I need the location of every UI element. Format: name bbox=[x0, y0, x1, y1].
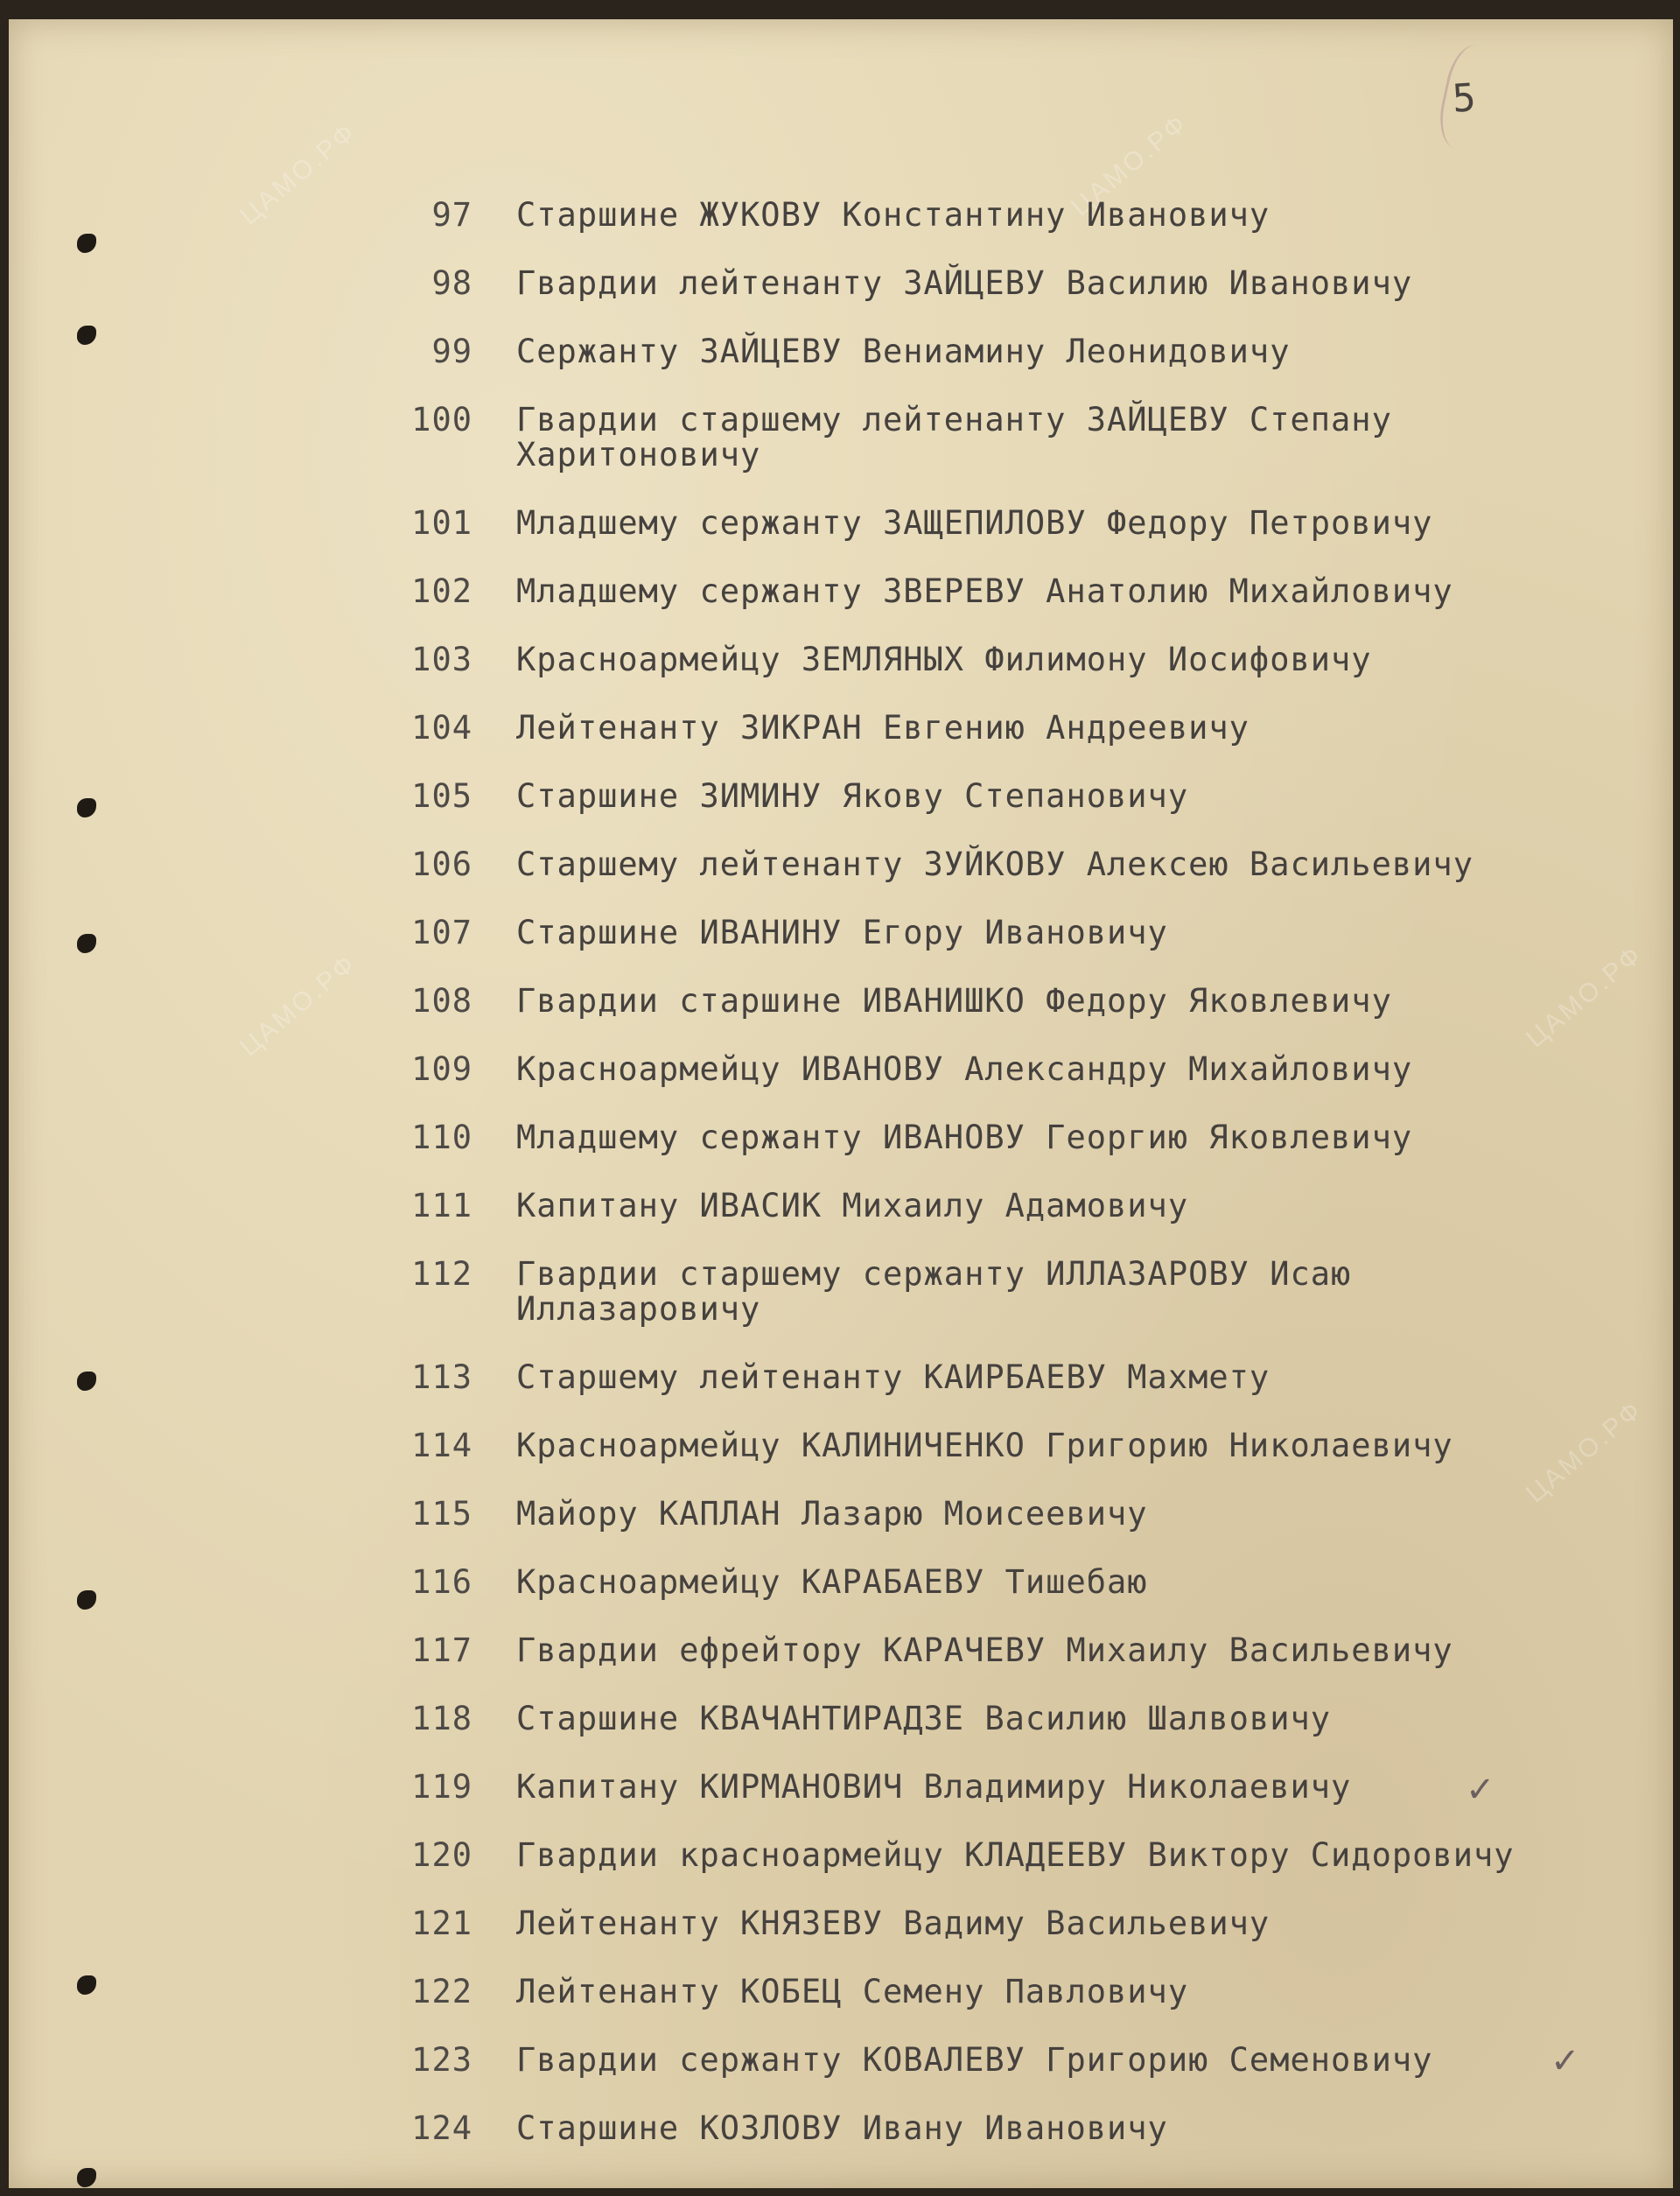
entry-number: 103 bbox=[411, 641, 472, 678]
entry-text: Старшине ЗИМИНУ Якову Степановичу bbox=[516, 777, 1189, 815]
entry-number: 121 bbox=[411, 1905, 472, 1942]
entry-number: 124 bbox=[411, 2109, 472, 2147]
entry-text: Гвардии лейтенанту ЗАЙЦЕВУ Василию Ивановичу bbox=[516, 264, 1413, 302]
check-mark-icon: ✓ bbox=[1550, 2041, 1580, 2081]
award-list bbox=[9, 19, 1673, 2188]
entry-number: 119 bbox=[411, 1768, 472, 1806]
page-number: 5 bbox=[1451, 75, 1478, 122]
entry-text: Старшине КОЗЛОВУ Ивану Ивановичу bbox=[516, 2109, 1168, 2147]
entry-number: 120 bbox=[411, 1836, 472, 1874]
entry-number: 113 bbox=[411, 1358, 472, 1396]
entry-text: Гвардии ефрейтору КАРАЧЕВУ Михаилу Васильевичу bbox=[516, 1631, 1453, 1669]
entry-text: Майору КАПЛАН Лазарю Моисеевичу bbox=[516, 1495, 1148, 1533]
entry-number: 101 bbox=[411, 504, 472, 542]
entry-text: Гвардии старшему сержанту ИЛЛАЗАРОВУ Исаю Иллазаровичу bbox=[516, 1255, 1352, 1328]
entry-number: 106 bbox=[411, 845, 472, 883]
watermark: ЦАМО.РФ bbox=[234, 948, 362, 1063]
entry-text: Лейтенанту КОБЕЦ Семену Павловичу bbox=[516, 1973, 1189, 2010]
entry-text: Гвардии старшему лейтенанту ЗАЙЦЕВУ Степану Харитоновичу bbox=[516, 401, 1392, 474]
check-mark-icon: ✓ bbox=[1466, 1770, 1495, 1810]
entry-text: Старшине ИВАНИНУ Егору Ивановичу bbox=[516, 914, 1168, 951]
entry-text: Лейтенанту КНЯЗЕВУ Вадиму Васильевичу bbox=[516, 1905, 1270, 1942]
entry-text: Красноармейцу ЗЕМЛЯНЫХ Филимону Иосифовичу bbox=[516, 641, 1372, 678]
watermark: ЦАМО.РФ bbox=[234, 116, 362, 231]
entry-number: 111 bbox=[411, 1187, 472, 1224]
entry-text: Красноармейцу КАЛИНИЧЕНКО Григорию Николаевичу bbox=[516, 1427, 1453, 1464]
entry-text: Гвардии старшине ИВАНИШКО Федору Яковлевичу bbox=[516, 982, 1392, 1020]
entry-number: 104 bbox=[411, 709, 472, 747]
entry-number: 112 bbox=[411, 1255, 472, 1293]
entry-text: Капитану ИВАСИК Михаилу Адамовичу bbox=[516, 1187, 1189, 1224]
entry-number: 98 bbox=[431, 264, 472, 302]
entry-number: 114 bbox=[411, 1427, 472, 1464]
entry-number: 115 bbox=[411, 1495, 472, 1533]
entry-text: Младшему сержанту ЗАЩЕПИЛОВУ Федору Петровичу bbox=[516, 504, 1433, 542]
entry-text: Сержанту ЗАЙЦЕВУ Вениамину Леонидовичу bbox=[516, 333, 1291, 370]
entry-number: 105 bbox=[411, 777, 472, 815]
entry-number: 99 bbox=[431, 333, 472, 370]
entry-text: Красноармейцу КАРАБАЕВУ Тишебаю bbox=[516, 1563, 1148, 1601]
entry-text: Младшему сержанту ИВАНОВУ Георгию Яковлевичу bbox=[516, 1119, 1413, 1156]
entry-number: 107 bbox=[411, 914, 472, 951]
entry-number: 109 bbox=[411, 1050, 472, 1088]
entry-text: Гвардии красноармейцу КЛАДЕЕВУ Виктору Сидоровичу bbox=[516, 1836, 1515, 1874]
entry-number: 100 bbox=[411, 401, 472, 438]
entry-number: 110 bbox=[411, 1119, 472, 1156]
entry-number: 102 bbox=[411, 572, 472, 610]
entry-text: Капитану КИРМАНОВИЧ Владимиру Николаевичу bbox=[516, 1768, 1352, 1806]
entry-text: Гвардии сержанту КОВАЛЕВУ Григорию Семеновичу bbox=[516, 2041, 1433, 2079]
entry-text: Старшине КВАЧАНТИРАДЗЕ Василию Шалвовичу bbox=[516, 1700, 1332, 1737]
entry-number: 118 bbox=[411, 1700, 472, 1737]
entry-text: Старшине ЖУКОВУ Константину Ивановичу bbox=[516, 196, 1270, 234]
entry-text: Красноармейцу ИВАНОВУ Александру Михайловичу bbox=[516, 1050, 1413, 1088]
entry-text: Старшему лейтенанту ЗУЙКОВУ Алексею Васильевичу bbox=[516, 845, 1474, 883]
entry-number: 97 bbox=[431, 196, 472, 234]
watermark: ЦАМО.РФ bbox=[1521, 1394, 1648, 1509]
entry-number: 122 bbox=[411, 1973, 472, 2010]
entry-number: 116 bbox=[411, 1563, 472, 1601]
entry-text: Младшему сержанту ЗВЕРЕВУ Анатолию Михайловичу bbox=[516, 572, 1453, 610]
watermark: ЦАМО.РФ bbox=[1066, 108, 1194, 222]
entry-text: Лейтенанту ЗИКРАН Евгению Андреевичу bbox=[516, 709, 1250, 747]
entry-number: 123 bbox=[411, 2041, 472, 2079]
entry-number: 108 bbox=[411, 982, 472, 1020]
entry-number: 117 bbox=[411, 1631, 472, 1669]
watermark: ЦАМО.РФ bbox=[1521, 939, 1648, 1054]
document-page bbox=[9, 19, 1673, 2188]
entry-text: Старшему лейтенанту КАИРБАЕВУ Махмету bbox=[516, 1358, 1270, 1396]
